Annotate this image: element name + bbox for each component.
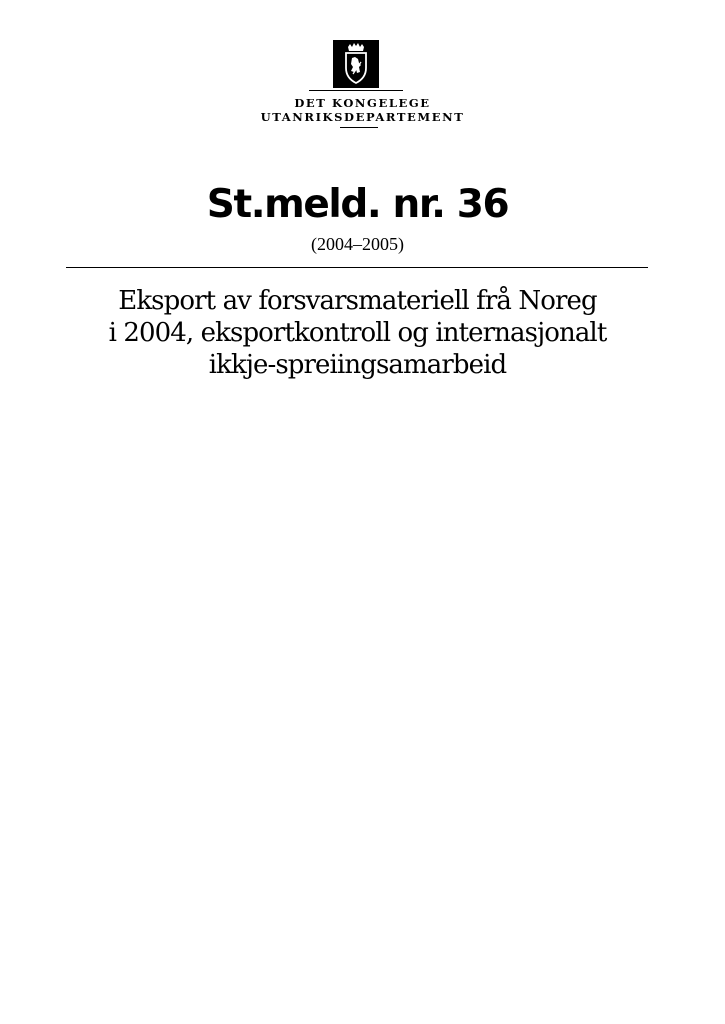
coat-of-arms-icon bbox=[333, 40, 379, 88]
ministry-rule-top bbox=[309, 90, 403, 91]
title-line-2: i 2004, eksportkontroll og internasjonalt bbox=[108, 318, 607, 348]
ministry-name-line2: UTANRIKSDEPARTEMENT bbox=[260, 110, 465, 124]
parliamentary-session: (2004–2005) bbox=[311, 234, 404, 254]
ministry-rule-bottom bbox=[340, 127, 378, 128]
document-number: St.meld. nr. 36 bbox=[206, 182, 509, 227]
ministry-name-line1: DET KONGELEGE bbox=[294, 96, 431, 110]
title-line-1: Eksport av forsvarsmateriell frå Noreg bbox=[118, 286, 597, 316]
title-line-3: ikkje-spreiingsamarbeid bbox=[208, 350, 507, 380]
title-divider bbox=[66, 267, 648, 268]
document-title bbox=[60, 285, 655, 381]
